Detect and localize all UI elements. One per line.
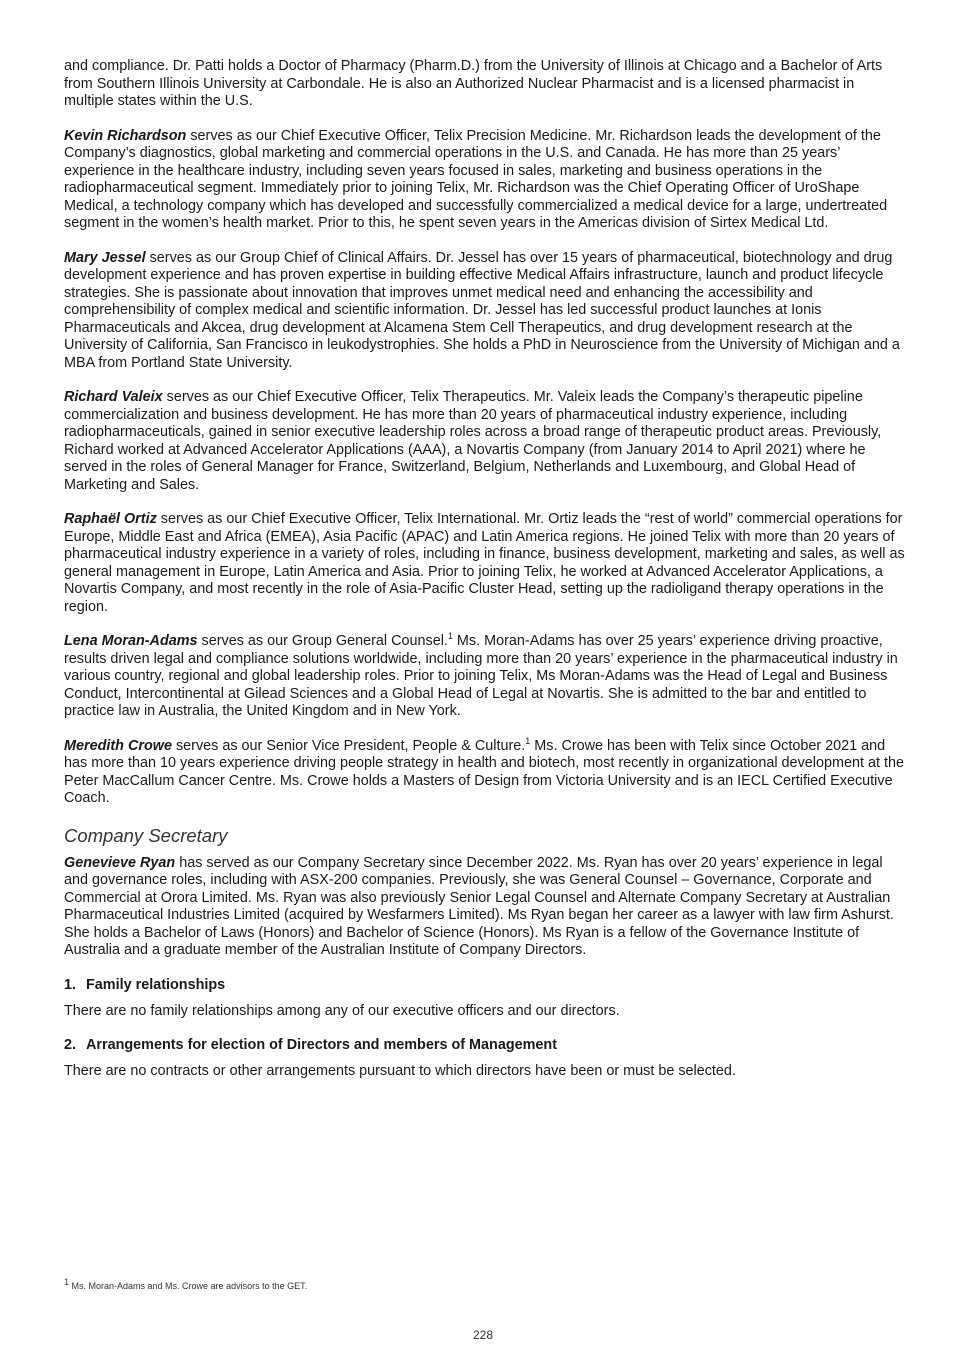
section-text-family-relationships: There are no family relationships among any of our executive officers and our directors. bbox=[64, 1002, 620, 1019]
intro-paragraph bbox=[64, 58, 906, 111]
bio-text: serves as our Group General Counsel. bbox=[197, 633, 448, 649]
bio-name: Mary Jessel bbox=[64, 249, 146, 266]
body-text bbox=[64, 58, 906, 1098]
bio-text: serves as our Group Chief of Clinical Affairs. Dr. Jessel has over 15 years of pharmaceutical, biotechnology and drug development experience and has proven expertise in building effective Medical Affairs infrastructure, launch and product lifecycle strategies. She is passionate about innovation that improves unmet medical need and enhancing the accessibility and comprehensibility of complex medical and scientific information. Dr. Jessel has led successful product launches at Ionis Pharmaceuticals and Akcea, drug development at Alcamena Stem Cell Therapeutics, and drug development research at the University of California, San Francisco in leukodystrophies. She holds a PhD in Neuroscience from the University of Michigan and a MBA from Portland State University. bbox=[64, 249, 900, 371]
bio-name: Genevieve Ryan bbox=[64, 854, 176, 871]
bio-name: Raphaël Ortiz bbox=[64, 511, 157, 527]
bio-paragraph-lena-moran-adams bbox=[64, 633, 906, 721]
section-number: 1. bbox=[64, 976, 77, 993]
section-text-arrangements: There are no contracts or other arrangements pursuant to which directors have been or must be selected. bbox=[64, 1063, 736, 1079]
bio-name: Meredith Crowe bbox=[64, 737, 172, 754]
bio-paragraph-mary-jessel bbox=[64, 250, 906, 373]
section-number: 2. bbox=[64, 1037, 77, 1053]
bio-text: has served as our Company Secretary since December 2022. Ms. Ryan has over 20 years’ experience in legal and governance roles, including with ASX-200 companies. Previously, she was General Counsel – Governance, Corporate and Commercial at Orora Limited. Ms. Ryan was also previously Senior Legal Counsel and Alternate Company Secretary at Australian Pharmaceutical Industries Limited (acquired by Wesfarmers Limited). Ms Ryan began her career as a lawyer with law firm Ashurst. She holds a Bachelor of Laws (Honors) and Bachelor of Science (Honors). Ms Ryan is a fellow of the Governance Institute of Australia and a graduate member of the Australian Institute of Company Directors. bbox=[64, 854, 894, 958]
intro-text: and compliance. Dr. Patti holds a Doctor of Pharmacy (Pharm.D.) from the University of Illinois at Chicago and a Bachelor of Arts from Southern Illinois University at Carbondale. He is also an Authorized Nuclear Pharmacist and is a licensed pharmacist in multiple states within the U.S. bbox=[64, 58, 883, 109]
footnote-marker: 1 bbox=[64, 1277, 70, 1287]
bio-paragraph-kevin-richardson bbox=[64, 128, 906, 233]
bio-paragraph-raphael-ortiz bbox=[64, 511, 906, 616]
company-secretary-heading: Company Secretary bbox=[64, 824, 228, 846]
bio-text: serves as our Senior Vice President, People & Culture. bbox=[171, 737, 526, 754]
section-title: Family relationships bbox=[86, 976, 226, 993]
bio-paragraph-richard-valeix bbox=[64, 389, 906, 494]
footnote-reference: 1 bbox=[447, 631, 453, 642]
bio-paragraph-genevieve-ryan bbox=[64, 855, 906, 960]
bio-text: serves as our Chief Executive Officer, Telix Precision Medicine. Mr. Richardson leads the development of the Company’s diagnostics, global marketing and commercial operations in the U.S. and Canada. He has more than 25 years’ experience in the healthcare industry, including seven years focused in sales, marketing and business operations in the radiopharmaceutical segment. Immediately prior to joining Telix, Mr. Richardson was the Chief Operating Officer of UroShape Medical, a technology company which has developed and successfully commercialized a medical device for a large, undertreated segment in the women’s health market. Prior to this, he spent seven years in the Americas division of Sirtex Medical Ltd. bbox=[64, 127, 888, 231]
bio-name: Kevin Richardson bbox=[64, 127, 187, 144]
bio-text: serves as our Chief Executive Officer, Telix International. Mr. Ortiz leads the “rest of world” commercial operations for Europe, Middle East and Africa (EMEA), Asia Pacific (APAC) and Latin America regions. He joined Telix with more than 20 years of pharmaceutical industry experience in a variety of roles, including in finance, business development, marketing and sales, as well as general management in Europe, Latin America and Asia. Prior to joining Telix, he worked at Advanced Accelerator Applications, a Novartis Company, and most recently in the role of Asia-Pacific Cluster Head, setting up the radioligand therapy operations in the region. bbox=[64, 511, 905, 615]
bio-name: Richard Valeix bbox=[64, 389, 163, 405]
bio-name: Lena Moran-Adams bbox=[64, 633, 198, 649]
footnote-text: Ms. Moran-Adams and Ms. Crowe are advisors to the GET. bbox=[69, 1281, 308, 1291]
footnote bbox=[64, 1277, 308, 1291]
section-title: Arrangements for election of Directors and members of Management bbox=[86, 1037, 557, 1053]
bio-text-continued: Ms. Crowe has been with Telix since October 2021 and has more than 10 years experience driving people strategy in health and biotech, most recently in organizational development at the Peter MacCallum Cancer Centre. Ms. Crowe holds a Masters of Design from Victoria University and is an IECL Certified Executive Coach. bbox=[64, 737, 904, 806]
page-number: 228 bbox=[472, 1328, 494, 1342]
bio-paragraph-meredith-crowe bbox=[64, 735, 906, 808]
bio-text-continued: Ms. Moran-Adams has over 25 years’ experience driving proactive, results driven legal and compliance solutions worldwide, including more than 20 years’ experience in the pharmaceutical industry in various country, regional and global leadership roles. Prior to joining Telix, Ms Moran-Adams was the Head of Legal and Business Conduct, Intercontinental at Gilead Sciences and a Global Head of Legal at Novartis. She is admitted to the bar and entitled to practice law in Australia, the United Kingdom and in New York. bbox=[64, 633, 898, 719]
section-heading-family-relationships bbox=[64, 977, 906, 993]
footnote-reference: 1 bbox=[525, 735, 531, 746]
section-heading-arrangements bbox=[64, 1037, 906, 1053]
bio-text: serves as our Chief Executive Officer, Telix Therapeutics. Mr. Valeix leads the Company’s therapeutic pipeline commercialization and business development. He has more than 20 years of pharmaceutical industry experience, including radiopharmaceuticals, gained in senior executive leadership roles across a broad range of therapeutic product areas. Previously, Richard worked at Advanced Accelerator Applications (AAA), a Novartis Company (from January 2014 to April 2021) where he served in the roles of General Manager for France, Switzerland, Belgium, Netherlands and Luxembourg, and Global Head of Marketing and Sales. bbox=[64, 389, 882, 493]
